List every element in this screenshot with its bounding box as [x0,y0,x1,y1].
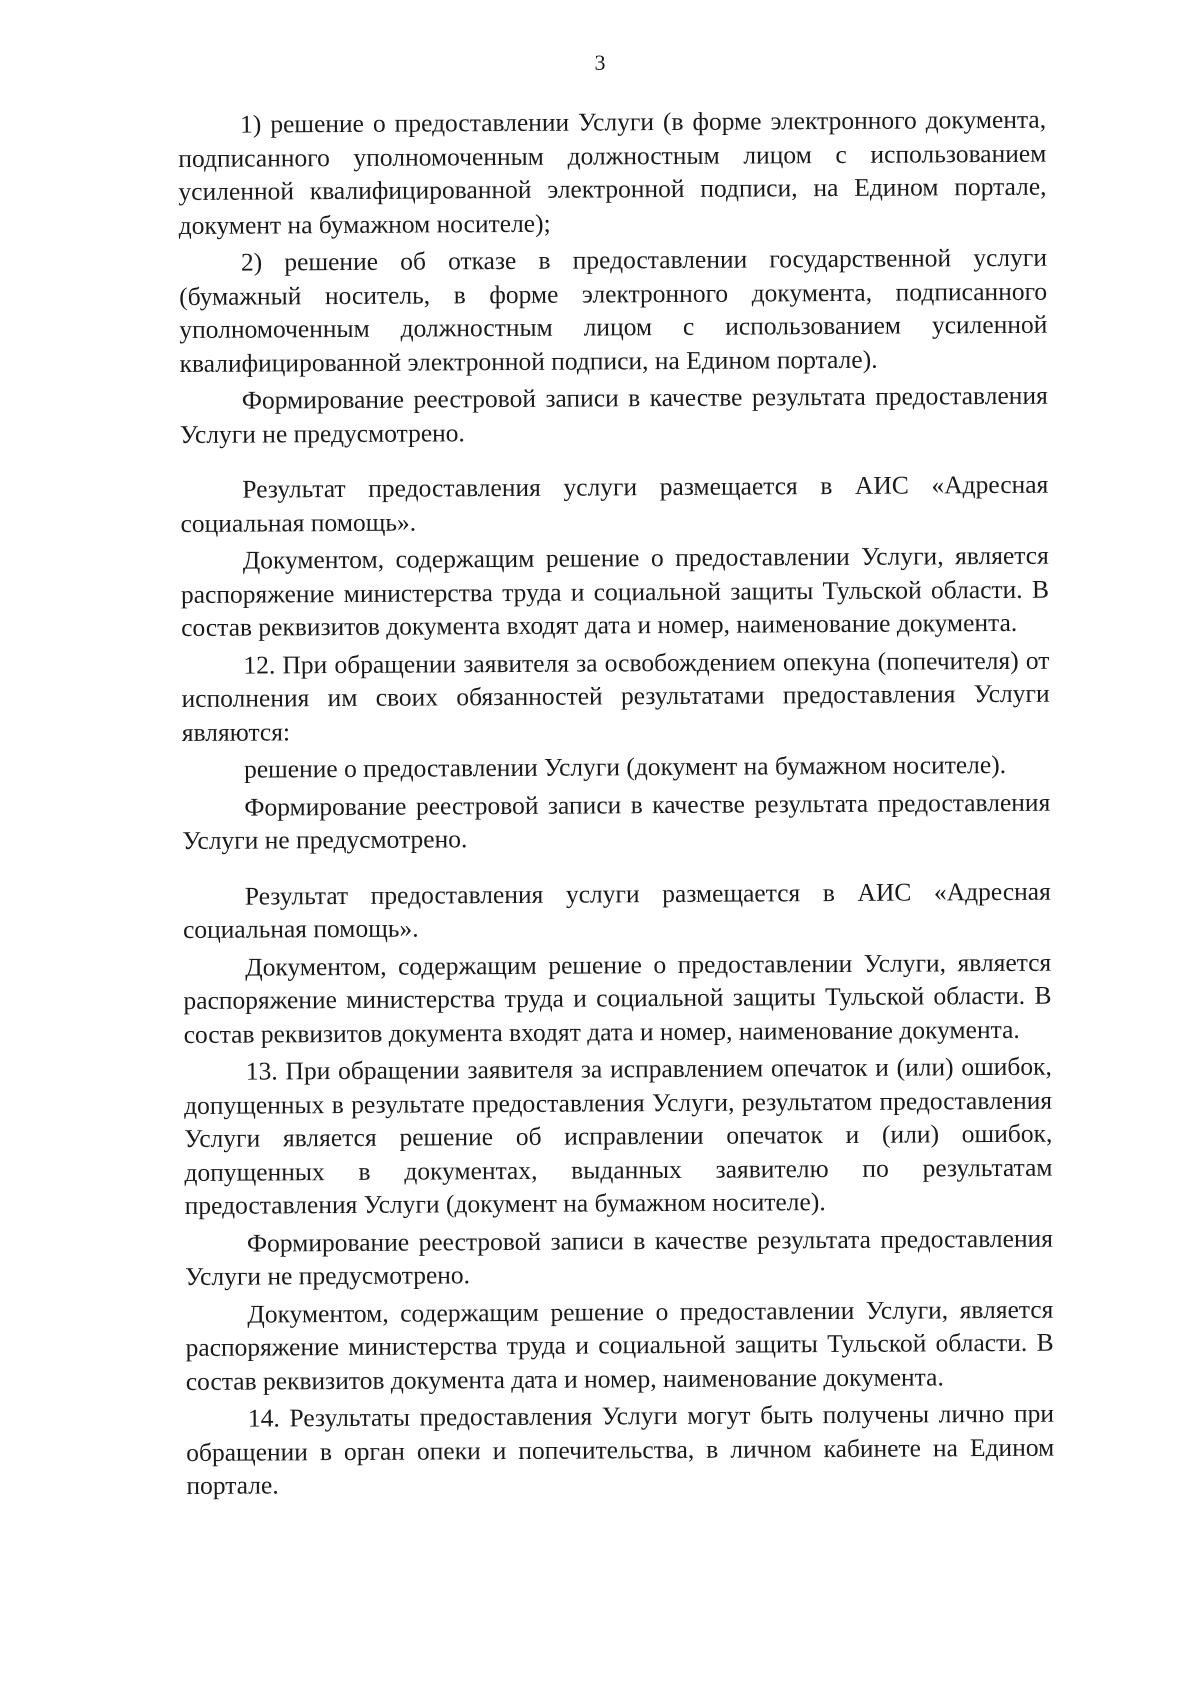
paragraph-document-decision-1: Документом, содержащим решение о предоставлении Услуги, является распоряжение министерства труда и социальной защиты Тульской области. В состав реквизитов документа входят дата и номер, наименование документа. [180,540,1050,642]
paragraph-result-placement-1: Результат предоставления услуги размещается в АИС «Адресная социальная помощь». [180,469,1049,538]
paragraph-registry-record-3: Формирование реестровой записи в качестве результата предоставления Услуги не предусмотрено. [185,1223,1054,1291]
paragraph-registry-record-1: Формирование реестровой записи в качестве результата предоставления Услуги не предусмотрено. [179,380,1048,449]
paragraph-item-2: 2) решение об отказе в предоставлении государственной услуги (бумажный носитель, в форме электронного документа, подписанного уполномоченным должностным лицом с использованием усиленной квалифицированной электронной подписи, на Едином портале). [179,242,1048,378]
paragraph-clause-13: 13. При обращении заявителя за исправлением опечаток и (или) ошибок, допущенных в результате предоставления Услуги, результатом предоставления Услуги является решение об исправлении опечаток и (или) ошибок, допущенных в документах, выданных заявителю по результатам предоставления Услуги (документ на бумажном носителе). [184,1051,1053,1220]
paragraph-registry-record-2: Формирование реестровой записи в качестве результата предоставления Услуги не предусмотрено. [182,787,1051,855]
page-number: 3 [594,50,606,75]
paragraph-decision-paper: решение о предоставлении Услуги (документ на бумажном носителе). [243,749,1007,784]
paragraph-clause-14: 14. Результаты предоставления Услуги могут быть получены лично при обращении в орган опеки и попечительства, в личном кабинете на Едином портале. [186,1398,1055,1500]
paragraph-document-decision-2: Документом, содержащим решение о предоставлении Услуги, является распоряжение министерства труда и социальной защиты Тульской области. В состав реквизитов документа входят дата и номер, наименование документа. [183,947,1052,1049]
document-body [178,103,1055,1503]
paragraph-item-1: 1) решение о предоставлении Услуги (в форме электронного документа, подписанного уполномоченным должностным лицом с использованием усиленной квалифицированной электронной подписи, на Едином портале, документ на бумажном носителе); [178,104,1047,240]
paragraph-clause-12: 12. При обращении заявителя за освобождением опекуна (попечителя) от исполнения им своих обязанностей результатами предоставления Услуги являются: [181,645,1050,747]
paragraph-document-decision-3: Документом, содержащим решение о предоставлении Услуги, является распоряжение министерства труда и социальной защиты Тульской области. В состав реквизитов документа дата и номер, наименование документа. [185,1294,1054,1396]
paragraph-result-placement-2: Результат предоставления услуги размещается в АИС «Адресная социальная помощь». [182,876,1051,944]
